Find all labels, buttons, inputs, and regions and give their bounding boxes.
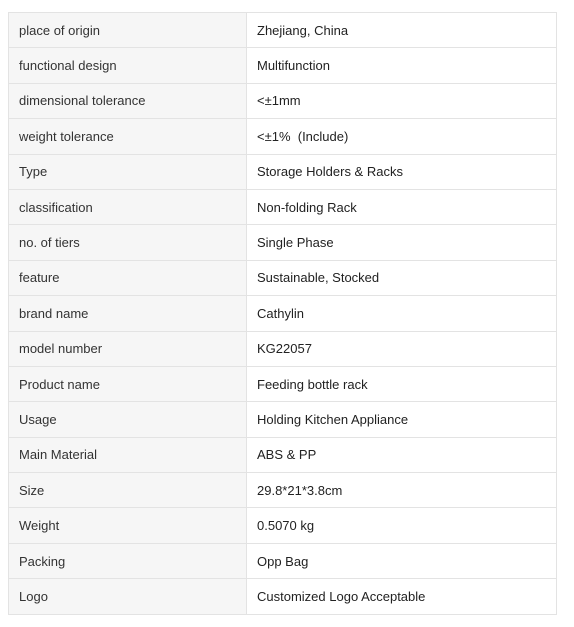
spec-key-feature: feature <box>9 260 247 295</box>
spec-value-product-name: Feeding bottle rack <box>247 366 557 401</box>
spec-key-usage: Usage <box>9 402 247 437</box>
table-row <box>9 83 557 118</box>
spec-key-place-of-origin: place of origin <box>9 13 247 48</box>
table-row <box>9 296 557 331</box>
table-row <box>9 366 557 401</box>
spec-value-packing: Opp Bag <box>247 543 557 578</box>
spec-key-size: Size <box>9 473 247 508</box>
table-row <box>9 473 557 508</box>
spec-value-feature: Sustainable, Stocked <box>247 260 557 295</box>
spec-value-brand-name: Cathylin <box>247 296 557 331</box>
table-row <box>9 189 557 224</box>
table-row <box>9 579 557 614</box>
spec-value-usage: Holding Kitchen Appliance <box>247 402 557 437</box>
spec-key-classification: classification <box>9 189 247 224</box>
spec-value-classification: Non-folding Rack <box>247 189 557 224</box>
spec-value-dimensional-tolerance: <±1mm <box>247 83 557 118</box>
spec-key-weight: Weight <box>9 508 247 543</box>
table-row <box>9 154 557 189</box>
spec-key-no-of-tiers: no. of tiers <box>9 225 247 260</box>
spec-key-functional-design: functional design <box>9 48 247 83</box>
table-row <box>9 119 557 154</box>
spec-value-functional-design: Multifunction <box>247 48 557 83</box>
spec-value-type: Storage Holders & Racks <box>247 154 557 189</box>
spec-key-type: Type <box>9 154 247 189</box>
table-row <box>9 225 557 260</box>
table-row <box>9 543 557 578</box>
spec-key-dimensional-tolerance: dimensional tolerance <box>9 83 247 118</box>
spec-value-no-of-tiers: Single Phase <box>247 225 557 260</box>
table-row <box>9 402 557 437</box>
spec-key-logo: Logo <box>9 579 247 614</box>
spec-value-weight-tolerance: <±1% (Include) <box>247 119 557 154</box>
spec-value-logo: Customized Logo Acceptable <box>247 579 557 614</box>
spec-value-size: 29.8*21*3.8cm <box>247 473 557 508</box>
table-row <box>9 437 557 472</box>
spec-value-main-material: ABS & PP <box>247 437 557 472</box>
table-row <box>9 260 557 295</box>
spec-key-model-number: model number <box>9 331 247 366</box>
spec-key-weight-tolerance: weight tolerance <box>9 119 247 154</box>
table-row <box>9 13 557 48</box>
spec-value-place-of-origin: Zhejiang, China <box>247 13 557 48</box>
spec-key-product-name: Product name <box>9 366 247 401</box>
spec-key-brand-name: brand name <box>9 296 247 331</box>
spec-value-weight: 0.5070 kg <box>247 508 557 543</box>
table-row <box>9 331 557 366</box>
product-spec-table <box>8 12 557 615</box>
spec-key-packing: Packing <box>9 543 247 578</box>
table-row <box>9 508 557 543</box>
spec-value-model-number: KG22057 <box>247 331 557 366</box>
spec-key-main-material: Main Material <box>9 437 247 472</box>
table-row <box>9 48 557 83</box>
